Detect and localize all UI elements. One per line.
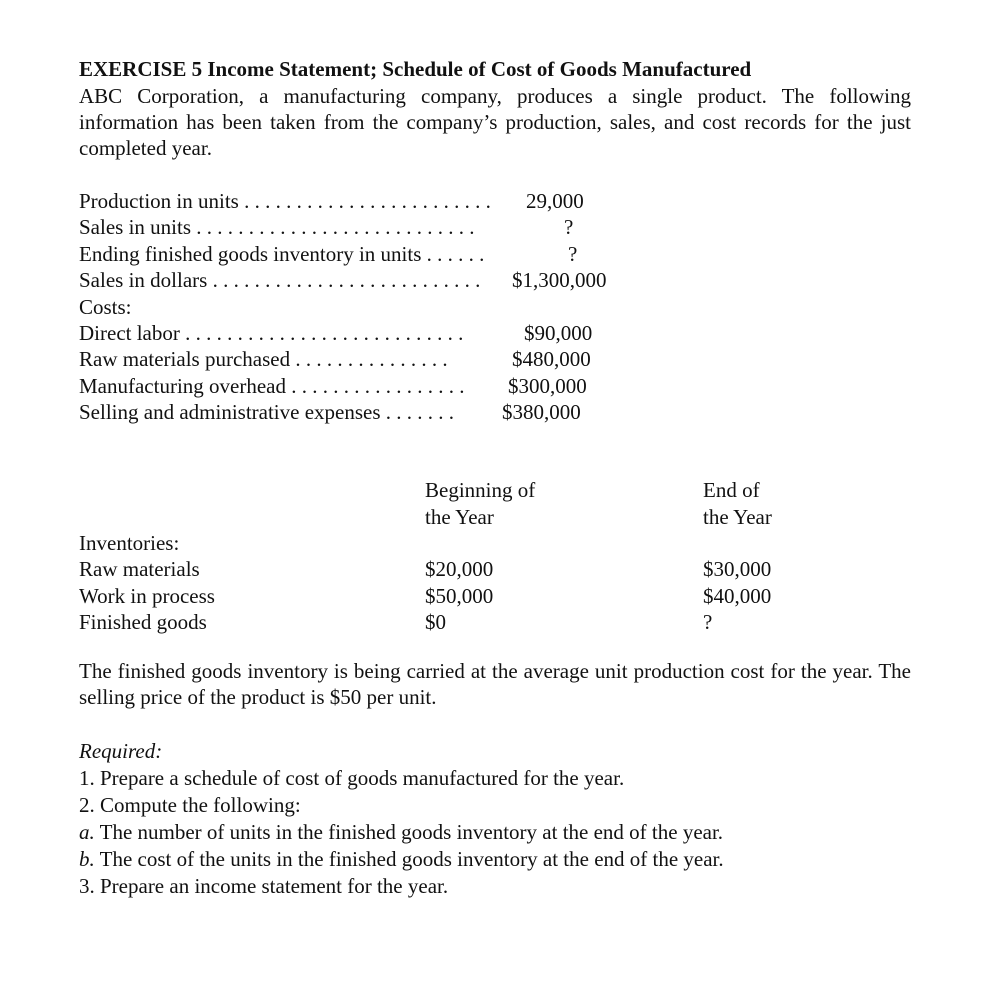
fact-label: Production in units [79, 189, 239, 213]
item-letter: a. [79, 820, 95, 844]
cost-label: Selling and administrative expenses [79, 400, 381, 424]
cost-value: $300,000 [508, 374, 587, 398]
fact-row [79, 267, 480, 293]
inventory-row-label: Finished goods [79, 610, 207, 634]
inventory-end-value: $40,000 [703, 584, 772, 608]
required-item-2b [79, 846, 724, 872]
leader-dots: . . . . . . . . . . . . . . . . . . . . . . . . [238, 189, 491, 213]
fact-label: Sales in dollars [79, 268, 208, 292]
leader-dots: . . . . . . . . . . . . . . . . . . . . . . . . . . . [179, 321, 464, 345]
leader-dots: . . . . . . . . . . . . . . . . . [286, 374, 465, 398]
fact-row [79, 188, 491, 214]
exercise-title: EXERCISE 5 Income Statement; Schedule of Cost of Goods Manufactured [79, 57, 752, 81]
item-text: The number of units in the finished goods inventory at the end of the year. [94, 820, 724, 844]
leader-dots: . . . . . . . . . . . . . . . . . . . . . . . . . . . [191, 215, 475, 239]
cost-row [79, 320, 463, 346]
column-header-beginning-line2: the Year [425, 505, 494, 529]
inventory-row-label: Raw materials [79, 557, 200, 581]
required-item-2: 2. Compute the following: [79, 793, 301, 817]
cost-label: Manufacturing overhead [79, 374, 286, 398]
cost-value: $480,000 [512, 347, 591, 371]
cost-row [79, 399, 454, 425]
inventory-row-label: Work in process [79, 584, 215, 608]
item-text: The cost of the units in the finished goods inventory at the end of the year. [94, 847, 724, 871]
required-item-2a [79, 819, 723, 845]
leader-dots: . . . . . . . [380, 400, 455, 424]
leader-dots: . . . . . . . . . . . . . . . [290, 347, 448, 371]
leader-dots: . . . . . . . . . . . . . . . . . . . . . . . . . . [207, 268, 481, 292]
inventory-begin-value: $20,000 [425, 557, 494, 581]
column-header-end-line2: the Year [703, 505, 772, 529]
cost-value: $90,000 [524, 321, 593, 345]
cost-row [79, 373, 465, 399]
fact-label: Ending finished goods inventory in units [79, 242, 422, 266]
required-item-3: 3. Prepare an income statement for the year. [79, 874, 449, 898]
fact-value: ? [568, 242, 578, 266]
fact-value: 29,000 [526, 189, 584, 213]
inventory-end-value: $30,000 [703, 557, 772, 581]
leader-dots: . . . . . . [421, 242, 485, 266]
inventories-heading: Inventories: [79, 531, 180, 555]
inventory-end-value: ? [703, 610, 713, 634]
required-item-1: 1. Prepare a schedule of cost of goods manufactured for the year. [79, 766, 625, 790]
item-letter: b. [79, 847, 95, 871]
fact-value: $1,300,000 [512, 268, 607, 292]
intro-paragraph: ABC Corporation, a manufacturing company, produces a single product. The following information has been taken from the company’s production, sales, and cost records for the just completed year. [79, 84, 911, 160]
inventory-begin-value: $0 [425, 610, 446, 634]
note-paragraph: The finished goods inventory is being carried at the average unit production cost for the year. The selling price of the product is $50 per unit. [79, 659, 911, 709]
cost-label: Direct labor [79, 321, 180, 345]
cost-value: $380,000 [502, 400, 581, 424]
required-heading: Required: [79, 739, 163, 763]
column-header-end: End of [703, 478, 760, 502]
column-header-beginning: Beginning of [425, 478, 536, 502]
inventory-begin-value: $50,000 [425, 584, 494, 608]
fact-row [79, 214, 475, 240]
cost-label: Raw materials purchased [79, 347, 291, 371]
fact-value: ? [564, 215, 574, 239]
fact-label: Sales in units [79, 215, 192, 239]
fact-row [79, 241, 484, 267]
costs-heading: Costs: [79, 295, 132, 319]
cost-row [79, 346, 448, 372]
